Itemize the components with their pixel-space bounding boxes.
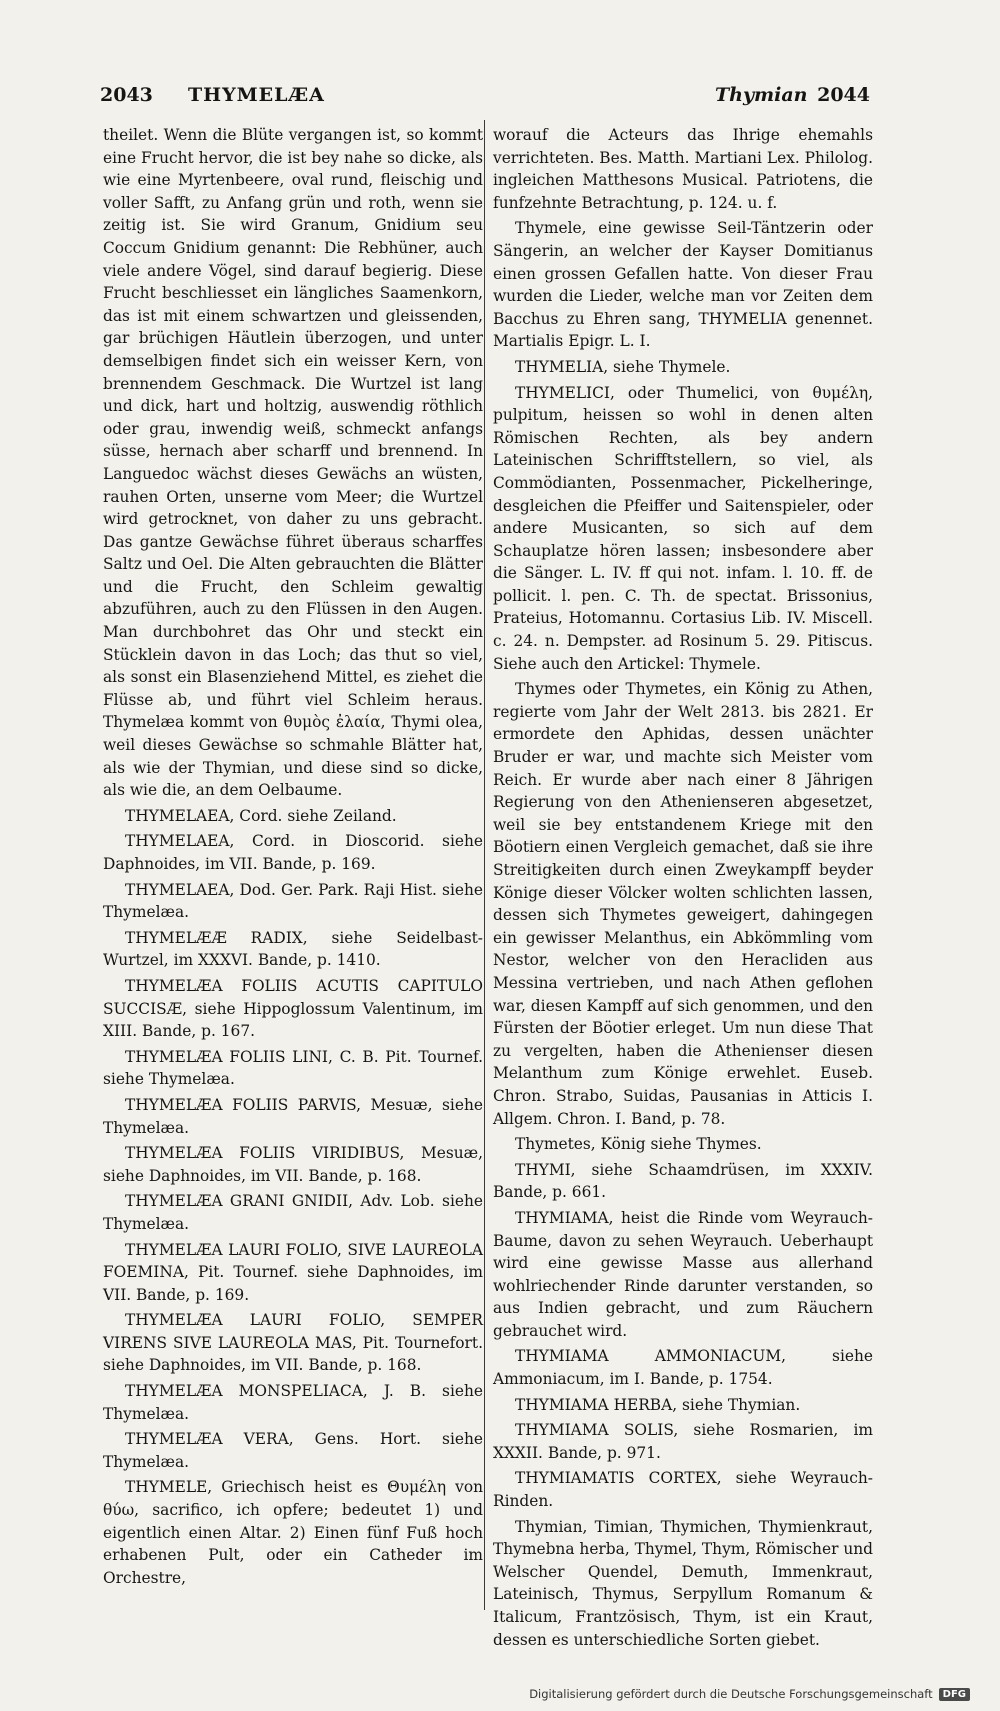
entry-paragraph: THYMIAMA SOLIS, siehe Rosmarien, im XXXII. Bande, p. 971. (493, 1421, 873, 1462)
dfg-logo: DFG (939, 1688, 970, 1701)
entry-paragraph: THYMELÆA VERA, Gens. Hort. siehe Thymelæa. (103, 1430, 483, 1471)
entry-paragraph: THYMELAEA, Dod. Ger. Park. Raji Hist. siehe Thymelæa. (103, 880, 483, 922)
left-page-number: 2043 (100, 84, 153, 106)
entry-continuation: worauf die Acteurs das Ihrige ehemahls verrichteten. Bes. Matth. Martiani Lex. Philolog. ingleichen Matthesons Musical. Patriotens, die funfzehnte Betrachtung, p. 124. u. f. (493, 126, 873, 212)
right-page-number: 2044 (817, 84, 870, 106)
entry-paragraph: THYMELÆA FOLIIS PARVIS, Mesuæ, siehe Thymelæa. (103, 1095, 483, 1137)
entry-paragraph: THYMELÆÆ RADIX, siehe Seidelbast-Wurtzel, im XXXVI. Bande, p. 1410. (103, 928, 483, 970)
entry-paragraph: Thymes oder Thymetes, ein König zu Athen, regierte vom Jahr der Welt 2813. bis 2821. Er ermordete den Aphidas, dessen unächter Bruder er war, und machte sich Meister vom Reich. Er wurde aber nach einer 8 Jährigen Regierung von den Athenienseren abgesetzet, weil sie bey entstandenem Kriege mit den Böotiern einen Vergleich gemachet, daß sie ihre Streitigkeiten durch einen Zweykampff beyder Könige dieser Völcker wolten schlichten lassen, dessen sich Thymetes geweigert, dahingegen ein gewisser Melanthus, ein Abkömmling vom Nestor, welcher von den Heracliden aus Messina vertrieben, und nach Athen geflohen war, diesen Kampff auf sich genommen, und den Fürsten der Böotier erleget. Um nun diese That zu vergelten, haben die Athenienser diesen Melanthum zum Könige erwehlet. Euseb. Chron. Strabo, Suidas, Pausanias in Atticis I. Allgem. Chron. I. Band, p. 78. (493, 680, 873, 1128)
entry-paragraph: THYMI, siehe Schaamdrüsen, im XXXIV. Bande, p. 661. (493, 1160, 873, 1202)
entry-paragraph: THYMELÆA LAURI FOLIO, SEMPER VIRENS SIVE LAUREOLA MAS, Pit. Tournefort. siehe Daphnoides, im VII. Bande, p. 168. (103, 1311, 483, 1375)
entry-paragraph: THYMELÆA GRANI GNIDII, Adv. Lob. siehe Thymelæa. (103, 1192, 483, 1233)
entry-paragraph: THYMELÆA LAURI FOLIO, SIVE LAUREOLA FOEMINA, Pit. Tournef. siehe Daphnoides, im VII. Bande, p. 169. (103, 1240, 483, 1304)
page-header (100, 84, 870, 114)
entry-paragraph: THYMELAEA, Cord. in Dioscorid. siehe Daphnoides, im VII. Bande, p. 169. (103, 832, 483, 873)
entry-paragraph: THYMELÆA FOLIIS VIRIDIBUS, Mesuæ, siehe Daphnoides, im VII. Bande, p. 168. (103, 1144, 483, 1185)
entry-paragraph: THYMELICI, oder Thumelici, von θυμέλη, pulpitum, heissen so wohl in denen alten Römischen Rechten, als bey andern Lateinischen Schrifftstellern, so viel, als Commödianten, Possenmacher, Pickelheringe, desgleichen die Pfeiffer und Saitenspieler, oder andere Musicanten, so sich auf dem Schauplatze hören lassen; insbesondere aber die Sänger. L. IV. ff qui not. infam. l. 10. ff. de pollicit. l. pen. C. Th. de spectat. Brissonius, Prateius, Hotomannu. Cortasius Lib. IV. Miscell. c. 24. n. Dempster. ad Rosinum 5. 29. Pitiscus. Siehe auch den Artickel: Thymele. (493, 383, 873, 673)
entry-paragraph: THYMIAMATIS CORTEX, siehe Weyrauch-Rinden. (493, 1469, 873, 1511)
credit-text: Digitalisierung gefördert durch die Deutsche Forschungsgemeinschaft (529, 1687, 933, 1701)
digitization-credit (529, 1687, 970, 1701)
entry-paragraph: THYMELÆA FOLIIS LINI, C. B. Pit. Tournef. siehe Thymelæa. (103, 1047, 483, 1089)
entry-paragraph: Thymetes, König siehe Thymes. (515, 1135, 762, 1154)
entry-paragraph: THYMELE, Griechisch heist es Θυμέλη von θύω, sacrifico, ich opfere; bedeutet 1) und eigentlich einen Altar. 2) Einen fünf Fuß hoch erhabenen Pult, oder ein Catheder im Orchestre, (103, 1478, 483, 1587)
entry-continuation: theilet. Wenn die Blüte vergangen ist, so kommt eine Frucht hervor, die ist bey nahe so dicke, als wie eine Myrtenbeere, oval rund, fleischig und voller Safft, zu Anfang grün und roth, wenn sie zeitig ist. Sie wird Granum, Gnidium seu Coccum Gnidium genannt: Die Rebhüner, auch viele andere Vögel, sind darauf begierig. Diese Frucht beschliesset ein längliches Saamenkorn, das ist mit einem schwartzen und gleissenden, gar brüchigen Häutlein überzogen, und unter demselbigen findet sich ein weisser Kern, von brennendem Geschmack. Die Wurtzel ist lang und dick, hart und holtzig, auswendig röthlich oder grau, inwendig weiß, schmeckt anfangs süsse, hernach aber scharff und brennend. In Languedoc wächst dieses Gewächs an wüsten, rauhen Orten, unserne vom Meer; die Wurtzel wird getrocknet, von daher zu uns gebracht. Das gantze Gewächse führet überaus scharffes Saltz und Oel. Die Alten gebrauchten die Blätter und die Frucht, den Schleim gewaltig abzuführen, auch zu den Flüssen in den Augen. Man durchbohret das Ohr und steckt ein Stücklein davon in das Loch; das thut so viel, als sonst ein Blasenziehend Mittel, es ziehet die Flüsse ab, und führt viel Schleim heraus. Thymelæa kommt von θυμὸς ἐλαία, Thymi olea, weil dieses Gewächse so schmahle Blätter hat, als wie der Thymian, und diese sind so dicke, als wie die, an dem Oelbaume. (103, 126, 483, 800)
entry-paragraph: THYMIAMA, heist die Rinde vom Weyrauch-Baume, davon zu sehen Weyrauch. Ueberhaupt wird eine gewisse Masse aus allerhand wohlriechender Rinde darunter verstanden, so aus Indien gebracht, und zum Räuchern gebrauchet wird. (493, 1208, 873, 1340)
entry-paragraph: THYMIAMA HERBA, siehe Thymian. (515, 1395, 801, 1414)
entry-paragraph: THYMELÆA FOLIIS ACUTIS CAPITULO SUCCISÆ, siehe Hippoglossum Valentinum, im XIII. Bande, p. 167. (103, 976, 483, 1041)
entry-paragraph: THYMIAMA AMMONIACUM, siehe Ammoniacum, im I. Bande, p. 1754. (493, 1347, 873, 1389)
entry-paragraph: Thymele, eine gewisse Seil-Täntzerin oder Sängerin, an welcher der Kayser Domitianus einen grossen Gefallen hatte. Von dieser Frau wurden die Lieder, welche man vor Zeiten dem Bacchus zu Ehren sang, THYMELIA genennet. Martialis Epigr. L. I. (493, 219, 873, 351)
entry-paragraph: THYMELÆA MONSPELIACA, J. B. siehe Thymelæa. (103, 1382, 483, 1423)
column-divider (484, 120, 485, 1610)
entry-paragraph: THYMELIA, siehe Thymele. (515, 357, 731, 376)
entry-paragraph: Thymian, Timian, Thymichen, Thymienkraut, Thymebna herba, Thymel, Thym, Römischer und Welscher Quendel, Demuth, Immenkraut, Lateinisch, Thymus, Serpyllum Romanum & Italicum, Frantzösisch, Thym, ist ein Kraut, dessen es unterschiedliche Sorten giebet. (493, 1517, 873, 1649)
entry-paragraph: THYMELAEA, Cord. siehe Zeiland. (125, 806, 397, 825)
left-column (103, 124, 483, 1589)
left-running-head: THYMELÆA (188, 84, 325, 106)
right-running-head: Thymian (715, 84, 808, 106)
right-column (493, 124, 873, 1651)
